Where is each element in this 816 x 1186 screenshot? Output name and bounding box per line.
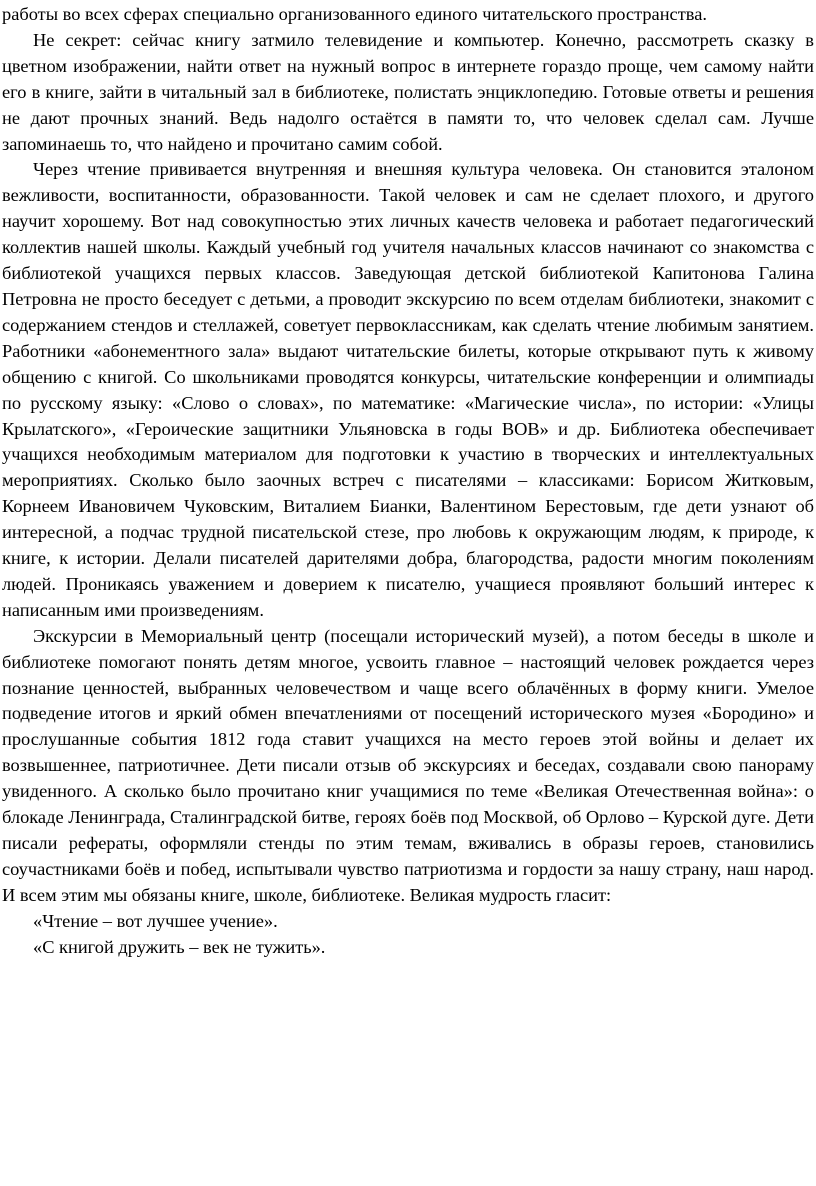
quote-reading: «Чтение – вот лучшее учение». — [33, 910, 278, 931]
paragraph-excursions: Экскурсии в Мемориальный центр (посещали исторический музей), а потом беседы в школе и библиотеке помогают понять детям многое, усвоить главное – настоящий человек рождается через познание ценностей, выбранных человечеством и чаще всего облачённых в форму книги. Умелое подведение итогов и яркий обмен впечатлениями от посещений исторического музея «Бородино» и прослушанные события 1812 года ставит учащихся на место героев этой войны и делает их возвышеннее, патриотичнее. Дети писали отзыв об экскурсиях и беседах, создавали свою панораму увиденного. А сколько было прочитано книг учащимися по теме «Великая Отечественная война»: о блокаде Ленинграда, Сталинградской битве, героях боёв под Москвой, об Орлово – Курской дуге. Дети писали рефераты, оформляли стенды по этим темам, вживались в образы героев, становились соучастниками боёв и побед, испытывали чувство патриотизма и гордости за нашу страну, наш народ. И всем этим мы обязаны книге, школе, библиотеке. Великая мудрость гласит: — [2, 625, 814, 905]
paragraph-books-vs-tv: Не секрет: сейчас книгу затмило телевидение и компьютер. Конечно, рассмотреть сказку в цветном изображении, найти ответ на нужный вопрос в интернете гораздо проще, чем самому найти его в книге, зайти в читальный зал в библиотеке, полистать энциклопедию. Готовые ответы и решения не дают прочных знаний. Ведь надолго остаётся в памяти то, что человек сделал сам. Лучше запоминаешь то, что найдено и прочитано самим собой. — [2, 29, 814, 154]
paragraph-continuation: работы во всех сферах специально организованного единого читательского пространства. — [2, 4, 707, 24]
quote-book-friendship: «С книгой дружить – век не тужить». — [33, 936, 326, 957]
paragraph-reading-culture: Через чтение прививается внутренняя и внешняя культура человека. Он становится эталоном вежливости, воспитанности, образованности. Такой человек и сам не сделает плохого, и другого научит хорошему. Вот над совокупностью этих личных качеств человека и работает педагогический коллектив нашей школы. Каждый учебный год учителя начальных классов начинают со знакомства с библиотекой учащихся первых классов. Заведующая детской библиотекой Капитонова Галина Петровна не просто беседует с детьми, а проводит экскурсию по всем отделам библиотеки, знакомит с содержанием стендов и стеллажей, советует первоклассникам, как сделать чтение любимым занятием. Работники «абонементного зала» выдают читательские билеты, которые открывают путь к живому общению с книгой. Со школьниками проводятся конкурсы, читательские конференции и олимпиады по русскому языку: «Слово о словах», по математике: «Магические числа», по истории: «Улицы Крылатского», «Героические защитники Ульяновска в годы ВОВ» и др. Библиотека обеспечивает учащихся необходимым материалом для подготовки к участию в творческих и интеллектуальных мероприятиях. Сколько было заочных встреч с писателями – классиками: Борисом Житковым, Корнеем Ивановичем Чуковским, Виталием Бианки, Валентином Берестовым, где дети узнают об интересной, а подчас трудной писательской стезе, про любовь к окружающим людям, к природе, к книге, к истории. Делали писателей дарителями добра, благородства, радости многим поколениям людей. Проникаясь уважением и доверием к писателю, учащиеся проявляют больший интерес к написанным ими произведениям. — [2, 159, 814, 620]
